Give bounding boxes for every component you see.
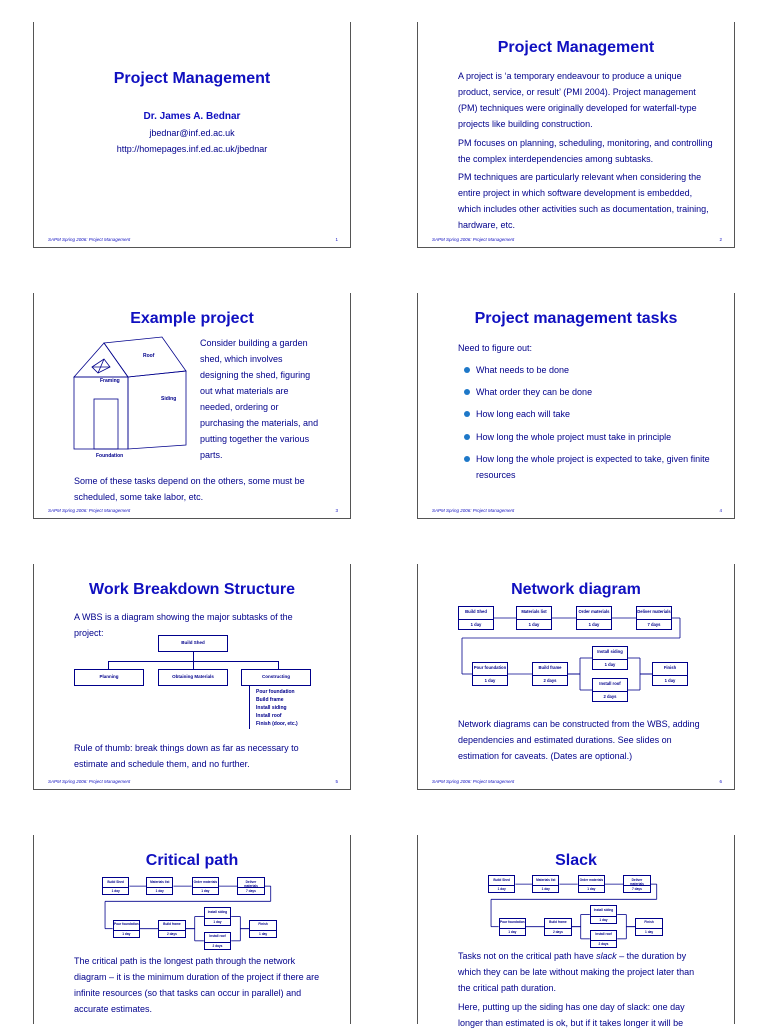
task-name: Build Shed (465, 609, 487, 614)
paragraph: Consider building a garden shed, which involves designing the shed, figuring out what materials are needed, ordering or purchasing the materials, and putting together the various parts. (200, 338, 319, 460)
paragraph: A project is ‘a temporary endeavour to produce a unique product, service, or result’ (PMI 2004). Project management (PM) techniques were originally developed for waterfall-type projects like building construction. (458, 71, 697, 129)
slide-5 (33, 564, 351, 790)
task-box (113, 920, 140, 938)
wbs-child-label: Obtaining Materials (172, 674, 214, 679)
task-duration: 1 day (528, 622, 540, 627)
wbs-root (158, 635, 228, 652)
task-duration: 1 day (122, 931, 131, 936)
task-name: Build frame (538, 665, 562, 670)
bullet-item: What needs to be done (464, 362, 714, 378)
task-duration: 1 day (484, 678, 496, 683)
wbs-subtask: Install siding (256, 705, 287, 711)
task-name: Order materials (579, 877, 604, 882)
slide-title: Critical path (145, 852, 239, 869)
task-divider (579, 885, 604, 886)
footer-text: SAPM Spring 2006: Project Management (48, 237, 131, 242)
task-duration: 1 day (470, 622, 482, 627)
task-divider (473, 675, 507, 676)
task-name: Materials list (150, 879, 170, 884)
wbs-child (74, 669, 144, 686)
paragraph: Some of these tasks depend on the others, some must be scheduled, some take labor, etc. (74, 476, 305, 502)
wbs-connector (278, 661, 279, 669)
footer-text: SAPM Spring 2006: Project Management (48, 508, 131, 513)
task-divider (545, 928, 570, 929)
task-box (237, 877, 264, 895)
task-divider (114, 930, 139, 931)
task-divider (593, 659, 627, 660)
task-duration: 2 days (603, 694, 617, 699)
task-name: Pour foundation (113, 922, 139, 927)
slide-footer (48, 779, 338, 784)
task-divider (103, 887, 128, 888)
task-divider (637, 619, 671, 620)
task-name: Deliver materials (629, 877, 644, 886)
task-name: Order materials (193, 879, 218, 884)
task-name: Finish (644, 920, 654, 925)
task-box (102, 877, 129, 895)
wbs-connector (108, 661, 109, 669)
slide-footer (432, 237, 722, 242)
slide-footer (48, 237, 338, 242)
task-name: Build frame (163, 922, 181, 927)
task-box (590, 905, 617, 923)
task-duration: 2 days (543, 678, 557, 683)
footer-text: SAPM Spring 2006: Project Management (48, 779, 131, 784)
task-box (592, 646, 628, 670)
page-number: 2 (719, 237, 722, 242)
task-name: Install siding (597, 649, 623, 654)
footer-text: SAPM Spring 2006: Project Management (432, 237, 515, 242)
label-roof: Roof (143, 353, 155, 359)
task-box (458, 606, 494, 630)
paragraph: The critical path is the longest path through the network diagram – it is the minimum duration of the project if there are infinite resources (so that tasks can occur in parallel) and accurate estimates. (74, 956, 320, 1014)
task-name: Finish (663, 665, 677, 670)
task-name: Install roof (595, 932, 612, 937)
task-name: Deliver materials (243, 879, 258, 888)
paragraph: PM techniques are particularly relevant when considering the entire project in which software development is embedded, which includes other activities such as documentation, training, hardware, etc. (458, 172, 709, 230)
shed-drawing (70, 333, 200, 463)
paragraph (458, 948, 704, 996)
task-name: Deliver materials (637, 609, 671, 614)
task-box (249, 920, 276, 938)
wbs-subtask: Finish (door, etc.) (256, 721, 298, 727)
task-duration: 2 days (598, 942, 609, 947)
slide-title: Project Management (497, 39, 655, 56)
author-name: Dr. James A. Bednar (143, 111, 241, 122)
task-divider (591, 916, 616, 917)
label-foundation: Foundation (96, 453, 124, 459)
slide-title: Project Management (113, 70, 271, 87)
task-box (532, 875, 559, 893)
task-duration: 1 day (587, 887, 596, 892)
task-duration: 1 day (664, 678, 676, 683)
paragraph-text: – the duration by which they can be late without making the project later than the critical path duration. (458, 951, 695, 993)
wbs-subtask: Build frame (256, 697, 284, 703)
emphasis-text: slack (596, 951, 617, 961)
task-name: Install siding (207, 909, 228, 914)
task-duration: 1 day (201, 889, 210, 894)
page-number: 5 (335, 779, 338, 784)
task-divider (517, 619, 551, 620)
task-duration: 1 day (604, 662, 616, 667)
task-name: Install siding (593, 907, 614, 912)
paragraph: PM focuses on planning, scheduling, monitoring, and controlling the complex interdependencies among subtasks. (458, 138, 713, 164)
task-duration: 1 day (541, 887, 550, 892)
intro-text: Need to figure out: (458, 343, 533, 353)
task-box (472, 662, 508, 686)
slide-8 (417, 835, 735, 1028)
footer-text: SAPM Spring 2006: Project Management (432, 508, 515, 513)
task-duration: 2 days (212, 944, 223, 949)
task-name: Build frame (549, 920, 567, 925)
page-number: 1 (335, 237, 338, 242)
task-box (516, 606, 552, 630)
task-divider (636, 928, 661, 929)
task-box (499, 918, 526, 936)
slide-3 (33, 293, 351, 519)
paragraph-text: Tasks not on the critical path have (458, 951, 597, 961)
wbs-connector (193, 661, 194, 669)
task-duration: 1 day (599, 917, 608, 922)
task-divider (205, 918, 230, 919)
task-box (146, 877, 173, 895)
task-duration: 7 days (245, 889, 256, 894)
slide-title: Network diagram (511, 581, 641, 598)
task-duration: 1 day (645, 929, 654, 934)
task-box (652, 662, 688, 686)
wbs-child (158, 669, 228, 686)
task-divider (489, 885, 514, 886)
slide-4 (417, 293, 735, 519)
page-number: 4 (719, 508, 722, 513)
paragraph: Here, putting up the siding has one day of slack: one day longer than estimated is ok, but if it takes longer it will be (458, 1002, 685, 1028)
slide-title: Example project (130, 310, 254, 327)
task-box (635, 918, 662, 936)
task-divider (159, 930, 184, 931)
page-number: 6 (719, 779, 722, 784)
task-duration: 1 day (588, 622, 600, 627)
task-box (636, 606, 672, 630)
slide-7 (33, 835, 351, 1024)
task-duration: 2 days (552, 929, 563, 934)
task-name: Materials list (521, 609, 547, 614)
wbs-connector (249, 686, 250, 729)
task-name: Finish (258, 922, 268, 927)
task-divider (193, 887, 218, 888)
task-divider (533, 885, 558, 886)
slide-2 (417, 22, 735, 248)
task-duration: 7 days (647, 622, 661, 627)
task-divider (250, 930, 275, 931)
label-framing: Framing (100, 378, 120, 384)
label-siding: Siding (161, 396, 177, 402)
task-divider (205, 942, 230, 943)
network-diagram (102, 877, 292, 953)
slide-footer (48, 508, 338, 513)
task-duration: 1 day (155, 889, 164, 894)
task-divider (591, 940, 616, 941)
task-box (488, 875, 515, 893)
task-divider (577, 619, 611, 620)
task-name: Pour foundation (499, 920, 525, 925)
task-divider (653, 675, 687, 676)
task-divider (533, 675, 567, 676)
slide-title: Slack (555, 852, 597, 869)
task-box (578, 875, 605, 893)
author-email: jbednar@inf.ed.ac.uk (149, 128, 235, 138)
task-box (532, 662, 568, 686)
paragraph: Network diagrams can be constructed from the WBS, adding dependencies and estimated durations. See slides on estimation for caveats. (Dates are optional.) (458, 719, 700, 761)
task-duration: 1 day (111, 889, 120, 894)
bullet-item: How long the whole project is expected to take, given finite resources (464, 451, 714, 483)
author-url: http://homepages.inf.ed.ac.uk/jbednar (116, 144, 268, 154)
task-box (623, 875, 650, 893)
task-box (204, 932, 231, 950)
task-divider (459, 619, 493, 620)
task-name: Install roof (209, 934, 226, 939)
footer-text: SAPM Spring 2006: Project Management (432, 779, 515, 784)
slide-footer (432, 508, 722, 513)
wbs-child-label: Planning (99, 674, 119, 679)
bullet-item: What order they can be done (464, 384, 714, 400)
network-diagram (458, 606, 708, 706)
page-number: 3 (335, 508, 338, 513)
task-name: Materials list (536, 877, 556, 882)
task-duration: 1 day (497, 887, 506, 892)
task-duration: 7 days (631, 887, 642, 892)
task-box (576, 606, 612, 630)
task-box (158, 920, 185, 938)
slide-footer (432, 779, 722, 784)
slide-1 (33, 22, 351, 248)
task-duration: 1 day (508, 929, 517, 934)
task-divider (238, 887, 263, 888)
task-name: Pour foundation (473, 665, 507, 670)
wbs-subtask: Install roof (256, 713, 282, 719)
task-box (590, 930, 617, 948)
paragraph: A WBS is a diagram showing the major subtasks of the project: (74, 612, 293, 638)
task-box (192, 877, 219, 895)
task-box (204, 907, 231, 925)
task-box (544, 918, 571, 936)
bullet-item: How long each will take (464, 406, 714, 422)
wbs-root-label: Build Shed (181, 640, 205, 645)
slide-6 (417, 564, 735, 790)
task-duration: 2 days (166, 931, 177, 936)
task-name: Build Shed (107, 879, 124, 884)
wbs-subtask: Pour foundation (256, 689, 295, 695)
slide-title: Project management tasks (474, 310, 678, 327)
task-name: Install roof (599, 681, 621, 686)
slide-title: Work Breakdown Structure (89, 581, 295, 598)
task-box (592, 678, 628, 702)
task-divider (624, 885, 649, 886)
paragraph: Rule of thumb: break things down as far as necessary to estimate and schedule them, and no further. (74, 743, 299, 769)
task-name: Build Shed (493, 877, 510, 882)
task-name: Order materials (578, 609, 610, 614)
task-divider (500, 928, 525, 929)
wbs-child (241, 669, 311, 686)
task-divider (147, 887, 172, 888)
network-diagram (488, 875, 678, 951)
task-duration: 1 day (213, 919, 222, 924)
task-divider (593, 691, 627, 692)
bullet-item: How long the whole project must take in principle (464, 429, 714, 445)
task-duration: 1 day (259, 931, 268, 936)
wbs-child-label: Constructing (262, 674, 290, 679)
